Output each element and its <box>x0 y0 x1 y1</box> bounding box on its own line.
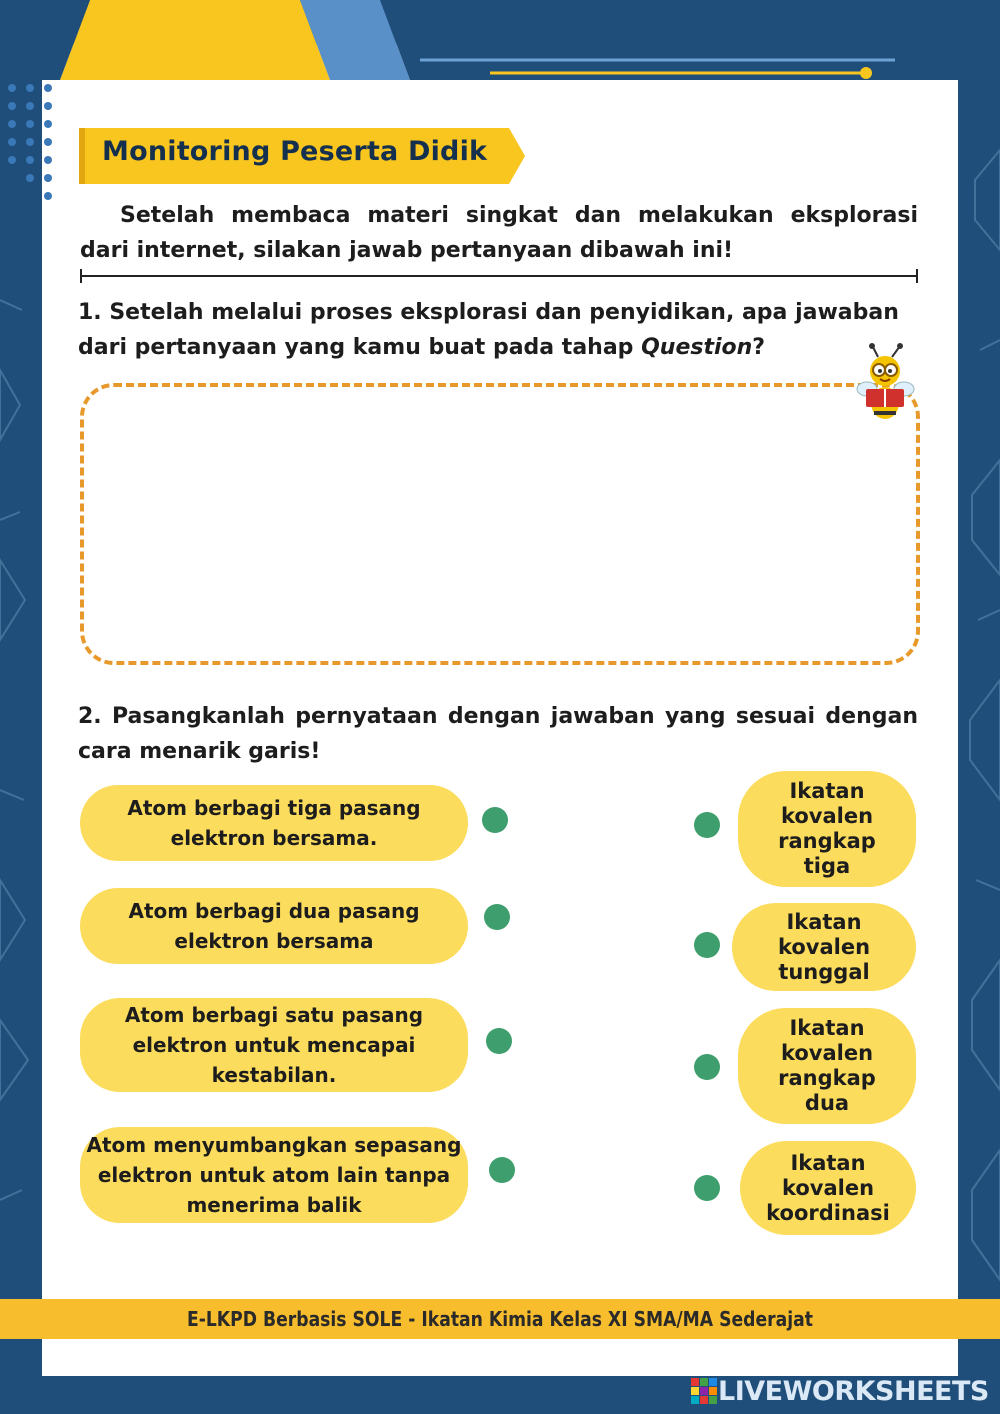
answer-1-dot[interactable] <box>694 812 720 838</box>
answer-4-dot[interactable] <box>694 1175 720 1201</box>
answer-3-label: Ikatan kovalen rangkap dua <box>778 1016 876 1115</box>
intro-sentence: Setelah membaca materi singkat dan melakukan eksplorasi dari internet, silakan jawab pertanyaan dibawah ini! <box>80 203 918 263</box>
statement-1: Atom berbagi tiga pasang elektron bersama. <box>80 785 468 861</box>
statement-1-dot[interactable] <box>482 807 508 833</box>
statement-3-dot[interactable] <box>486 1028 512 1054</box>
statement-3: Atom berbagi satu pasang elektron untuk mencapai kestabilan. <box>80 998 468 1092</box>
bee-mascot-icon <box>852 343 918 423</box>
answer-input-box[interactable] <box>80 383 920 665</box>
intro-text <box>80 198 918 268</box>
statement-2: Atom berbagi dua pasang elektron bersama <box>80 888 468 964</box>
question-1-italic: Question <box>641 335 753 360</box>
statement-4-dot[interactable] <box>489 1157 515 1183</box>
page-title: Monitoring Peserta Didik <box>102 136 488 167</box>
answer-3-dot[interactable] <box>694 1054 720 1080</box>
question-2: 2. Pasangkanlah pernyataan dengan jawaban yang sesuai dengan cara menarik garis! <box>78 704 918 764</box>
answer-1 <box>738 771 916 887</box>
watermark-text: LIVEWORKSHEETS <box>718 1375 989 1407</box>
answer-4 <box>740 1141 916 1235</box>
answer-3 <box>738 1008 916 1124</box>
liveworksheets-logo-icon <box>690 1377 718 1405</box>
question-1-text: 1. Setelah melalui proses eksplorasi dan penyidikan, apa jawaban dari pertanyaan yang kamu buat pada tahap <box>78 300 899 360</box>
statement-2-dot[interactable] <box>484 904 510 930</box>
statement-4: Atom menyumbangkan sepasang elektron untuk atom lain tanpa menerima balik <box>80 1127 468 1223</box>
answer-2-label: Ikatan kovalen tunggal <box>777 909 871 984</box>
answer-2 <box>732 903 916 991</box>
answer-4-label: Ikatan kovalen koordinasi <box>766 1150 890 1225</box>
question-1 <box>78 295 918 365</box>
liveworksheets-watermark[interactable] <box>690 1374 989 1408</box>
footer-text: E-LKPD Berbasis SOLE - Ikatan Kimia Kelas XI SMA/MA Sederajat <box>186 1307 813 1331</box>
answer-2-dot[interactable] <box>694 932 720 958</box>
divider <box>80 275 918 277</box>
answer-1-label: Ikatan kovalen rangkap tiga <box>778 779 876 878</box>
question-1-end: ? <box>752 335 766 360</box>
footer-band <box>0 1299 1000 1339</box>
